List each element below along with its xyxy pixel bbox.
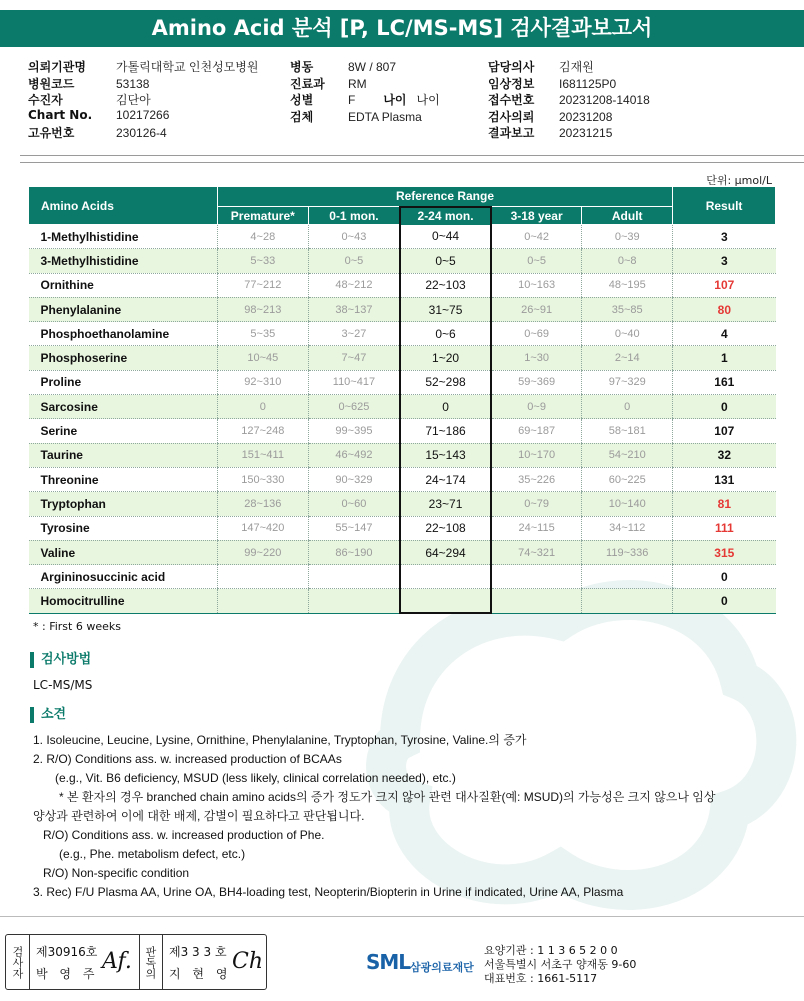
reference-range-cell: 35~226 — [491, 467, 582, 491]
reference-range-cell: 0~9 — [491, 395, 582, 419]
reference-range-cell: 69~187 — [491, 419, 582, 443]
info-label: 진료과 — [290, 76, 325, 91]
opinion-line: * 본 환자의 경우 branched chain amino acids의 증가 정도가 크지 않아 관련 대사질환(예: MSUD)의 가능성은 크지 않으나 임상 — [59, 790, 716, 804]
table-row — [29, 419, 776, 443]
info-row — [28, 75, 258, 92]
table-row — [29, 467, 776, 491]
reference-range-cell — [308, 589, 400, 613]
result-value: 161 — [673, 370, 776, 394]
reference-range-cell: 59~369 — [491, 370, 582, 394]
lab-phone: 대표번호 : 1661-5117 — [484, 972, 598, 985]
reference-range-cell: 99~220 — [217, 540, 308, 564]
reference-range-cell: 48~212 — [308, 273, 400, 297]
info-value: 나이 — [416, 93, 440, 108]
opinion-line: 양상과 관련하여 이에 대한 배제, 감별이 필요하다고 판단됩니다. — [33, 809, 365, 823]
table-row — [29, 516, 776, 540]
info-value: 김단아 — [116, 93, 151, 108]
reference-range-cell — [491, 565, 582, 589]
amino-acid-name: Ornithine — [29, 273, 218, 297]
reference-range-cell: 0~43 — [308, 225, 400, 249]
info-label: 검사의뢰 — [488, 109, 535, 124]
result-value: 32 — [673, 443, 776, 467]
table-row — [29, 540, 776, 564]
reference-range-cell: 22~108 — [400, 516, 491, 540]
opinion-line: R/O) Conditions ass. w. increased production of Phe. — [43, 828, 325, 842]
amino-acid-name: Tryptophan — [29, 492, 218, 516]
opinion-text — [33, 731, 773, 902]
reference-range-cell — [217, 589, 308, 613]
result-value: 107 — [673, 273, 776, 297]
divider — [20, 162, 804, 163]
info-value: 230126-4 — [116, 126, 167, 141]
table-row — [29, 249, 776, 273]
info-value: 20231215 — [559, 126, 613, 141]
amino-acid-name: Proline — [29, 370, 218, 394]
header-reference-range: Reference Range — [217, 187, 672, 207]
result-value: 107 — [673, 419, 776, 443]
result-value: 80 — [673, 297, 776, 321]
info-label: 접수번호 — [488, 93, 535, 108]
result-value: 131 — [673, 467, 776, 491]
table-row — [29, 297, 776, 321]
info-value: 김재원 — [559, 60, 594, 74]
info-row — [290, 75, 440, 92]
info-row — [28, 58, 258, 75]
lab-agency-number: 요양기관 : 1 1 3 6 5 2 0 0 — [484, 944, 618, 957]
info-row — [488, 75, 650, 92]
reference-range-cell: 35~85 — [582, 297, 673, 321]
reference-range-cell: 86~190 — [308, 540, 400, 564]
reference-range-cell: 0~8 — [582, 249, 673, 273]
amino-acid-name: Threonine — [29, 467, 218, 491]
reference-range-cell: 52~298 — [400, 370, 491, 394]
reference-range-cell: 5~33 — [217, 249, 308, 273]
reference-range-cell: 0~5 — [491, 249, 582, 273]
result-value: 315 — [673, 540, 776, 564]
reference-range-cell: 0~60 — [308, 492, 400, 516]
table-footnote: * : First 6 weeks — [33, 620, 121, 633]
reference-range-cell: 1~30 — [491, 346, 582, 370]
info-label: 검체 — [290, 109, 314, 124]
info-label: Chart No. — [28, 107, 93, 122]
amino-acid-name: Homocitrulline — [29, 589, 218, 613]
reference-range-cell — [400, 565, 491, 589]
result-value: 0 — [673, 395, 776, 419]
reference-range-cell: 55~147 — [308, 516, 400, 540]
reference-range-cell: 0~44 — [400, 225, 491, 249]
reference-range-cell: 46~492 — [308, 443, 400, 467]
header-amino-acids: Amino Acids — [29, 187, 218, 225]
reference-range-cell: 0~39 — [582, 225, 673, 249]
reference-range-cell: 4~28 — [217, 225, 308, 249]
opinion-heading: 소견 — [30, 707, 66, 723]
opinion-line: 2. R/O) Conditions ass. w. increased production of BCAAs — [33, 752, 342, 766]
header-result: Result — [673, 187, 776, 225]
reference-range-cell — [308, 565, 400, 589]
reference-range-cell: 0~625 — [308, 395, 400, 419]
reference-range-cell: 34~112 — [582, 516, 673, 540]
reference-range-cell: 24~115 — [491, 516, 582, 540]
reference-range-cell — [217, 565, 308, 589]
reference-range-cell: 58~181 — [582, 419, 673, 443]
info-row — [488, 124, 650, 141]
reference-range-cell: 0 — [217, 395, 308, 419]
reference-range-cell: 110~417 — [308, 370, 400, 394]
result-value: 1 — [673, 346, 776, 370]
divider — [20, 155, 804, 156]
method-heading: 검사방법 — [30, 652, 91, 668]
info-row — [28, 108, 258, 125]
info-value: F — [348, 93, 356, 108]
reference-range-cell: 5~35 — [217, 322, 308, 346]
reference-range-cell: 0~5 — [400, 249, 491, 273]
table-row — [29, 492, 776, 516]
reference-range-cell: 97~329 — [582, 370, 673, 394]
info-label: 임상정보 — [488, 76, 535, 91]
reference-range-cell: 147~420 — [217, 516, 308, 540]
tester-name: 박 영 주 — [36, 967, 99, 981]
reviewer-license-no: 제3 3 3 호 — [169, 945, 227, 959]
amino-acid-table — [28, 186, 776, 614]
reference-range-cell: 74~321 — [491, 540, 582, 564]
amino-acid-name: 3-Methylhistidine — [29, 249, 218, 273]
patient-info-column-2 — [290, 58, 440, 124]
reference-range-cell: 0~40 — [582, 322, 673, 346]
reference-range-cell: 23~71 — [400, 492, 491, 516]
reviewer-label: 판독의 — [139, 935, 163, 989]
lab-name: 삼광의료재단 — [410, 961, 474, 974]
reference-range-cell: 10~163 — [491, 273, 582, 297]
reference-range-cell: 0~5 — [308, 249, 400, 273]
reference-range-cell: 0~69 — [491, 322, 582, 346]
info-row — [488, 58, 650, 75]
info-label: 결과보고 — [488, 126, 535, 141]
reference-range-cell: 60~225 — [582, 467, 673, 491]
reference-range-cell: 90~329 — [308, 467, 400, 491]
method-text: LC-MS/MS — [33, 678, 93, 692]
lab-contact-info — [484, 944, 636, 986]
info-row — [28, 124, 258, 141]
lab-address: 서울특별시 서초구 양재동 9-60 — [484, 958, 637, 971]
result-value: 0 — [673, 589, 776, 613]
reference-range-cell: 0~6 — [400, 322, 491, 346]
amino-acid-name: Taurine — [29, 443, 218, 467]
header-group-premature: Premature* — [217, 207, 308, 225]
result-value: 0 — [673, 565, 776, 589]
reference-range-cell: 0 — [582, 395, 673, 419]
reference-range-cell — [491, 589, 582, 613]
info-value: 10217266 — [116, 107, 170, 122]
info-label: 나이 — [383, 93, 407, 108]
table-row — [29, 370, 776, 394]
info-label: 성별 — [290, 93, 314, 108]
header-group-3-18-year: 3-18 year — [491, 207, 582, 225]
opinion-line: R/O) Non-specific condition — [43, 866, 190, 880]
reference-range-cell: 98~213 — [217, 297, 308, 321]
info-row — [28, 91, 258, 108]
info-value: I681125P0 — [559, 76, 617, 91]
reviewer-signature: Ch — [232, 949, 264, 974]
reference-range-cell: 150~330 — [217, 467, 308, 491]
opinion-line: 3. Rec) F/U Plasma AA, Urine OA, BH4-loading test, Neopterin/Biopterin in Urine if indicated, Urine AA, Plasma — [33, 885, 624, 899]
reference-range-cell: 0 — [400, 395, 491, 419]
reference-range-cell: 28~136 — [217, 492, 308, 516]
lab-logo — [366, 944, 476, 984]
amino-acid-name: Phosphoserine — [29, 346, 218, 370]
reference-range-cell: 26~91 — [491, 297, 582, 321]
reference-range-cell: 3~27 — [308, 322, 400, 346]
reference-range-cell: 0~42 — [491, 225, 582, 249]
report-title: Amino Acid 분석 [P, LC/MS-MS] 검사결과보고서 — [0, 10, 804, 47]
info-row — [290, 58, 440, 75]
reference-range-cell: 38~137 — [308, 297, 400, 321]
amino-acid-name: Serine — [29, 419, 218, 443]
info-label: 의뢰기관명 — [28, 60, 86, 74]
reference-range-cell: 15~143 — [400, 443, 491, 467]
table-row — [29, 225, 776, 249]
opinion-line: (e.g., Vit. B6 deficiency, MSUD (less likely, clinical correlation needed), etc.) — [55, 771, 456, 785]
reference-range-cell: 99~395 — [308, 419, 400, 443]
table-row — [29, 565, 776, 589]
amino-acid-name: Sarcosine — [29, 395, 218, 419]
reference-range-cell: 0~79 — [491, 492, 582, 516]
tester-label: 검사자 — [6, 935, 30, 989]
info-value: 가톨릭대학교 인천성모병원 — [116, 60, 259, 74]
result-value: 3 — [673, 249, 776, 273]
reference-range-cell: 10~170 — [491, 443, 582, 467]
info-row — [290, 108, 440, 125]
reference-range-cell: 64~294 — [400, 540, 491, 564]
reference-range-cell: 2~14 — [582, 346, 673, 370]
opinion-line: 1. Isoleucine, Leucine, Lysine, Ornithine, Phenylalanine, Tryptophan, Tyrosine, Valine.의 증가 — [33, 733, 527, 747]
result-value: 3 — [673, 225, 776, 249]
tester-signature: Af. — [102, 949, 132, 974]
table-row — [29, 589, 776, 613]
header-group-0-1-mon: 0-1 mon. — [308, 207, 400, 225]
reference-range-cell: 48~195 — [582, 273, 673, 297]
info-label: 병원코드 — [28, 76, 75, 91]
opinion-line: (e.g., Phe. metabolism defect, etc.) — [59, 847, 246, 861]
info-label: 병동 — [290, 60, 314, 74]
header-group-2-24-mon: 2-24 mon. — [400, 207, 491, 225]
reference-range-cell — [582, 565, 673, 589]
reference-range-cell: 54~210 — [582, 443, 673, 467]
result-value: 111 — [673, 516, 776, 540]
reviewer-name: 지 현 영 — [169, 967, 232, 981]
info-value: RM — [348, 76, 367, 91]
table-row — [29, 443, 776, 467]
table-row — [29, 395, 776, 419]
table-row — [29, 273, 776, 297]
amino-acid-name: Tyrosine — [29, 516, 218, 540]
patient-info-column-1 — [28, 58, 258, 141]
amino-acid-name: Phenylalanine — [29, 297, 218, 321]
table-row — [29, 346, 776, 370]
reference-range-cell: 119~336 — [582, 540, 673, 564]
patient-info-column-3 — [488, 58, 650, 141]
amino-acid-name: Phosphoethanolamine — [29, 322, 218, 346]
reference-range-cell: 31~75 — [400, 297, 491, 321]
reference-range-cell: 10~45 — [217, 346, 308, 370]
reference-range-cell: 22~103 — [400, 273, 491, 297]
reference-range-cell: 7~47 — [308, 346, 400, 370]
reference-range-cell: 10~140 — [582, 492, 673, 516]
reference-range-cell: 151~411 — [217, 443, 308, 467]
sml-logo-text: SML — [366, 950, 411, 974]
info-value: 20231208 — [559, 109, 613, 124]
info-label: 고유번호 — [28, 126, 75, 141]
result-value: 81 — [673, 492, 776, 516]
result-value: 4 — [673, 322, 776, 346]
amino-acid-name: Argininosuccinic acid — [29, 565, 218, 589]
info-label: 수진자 — [28, 93, 63, 108]
reference-range-cell: 127~248 — [217, 419, 308, 443]
info-value: 53138 — [116, 76, 150, 91]
table-row — [29, 322, 776, 346]
signature-box — [5, 934, 267, 990]
amino-acid-name: 1-Methylhistidine — [29, 225, 218, 249]
info-row — [488, 91, 650, 108]
header-group-adult: Adult — [582, 207, 673, 225]
reference-range-cell: 77~212 — [217, 273, 308, 297]
tester-license-no: 제30916호 — [36, 945, 98, 959]
info-value: 20231208-14018 — [559, 93, 650, 108]
reference-range-cell: 24~174 — [400, 467, 491, 491]
reference-range-cell: 1~20 — [400, 346, 491, 370]
reference-range-cell — [400, 589, 491, 613]
reference-range-cell — [582, 589, 673, 613]
info-row — [488, 108, 650, 125]
info-row — [290, 91, 440, 108]
reference-range-cell: 71~186 — [400, 419, 491, 443]
reference-range-cell: 92~310 — [217, 370, 308, 394]
footer-divider — [0, 916, 804, 917]
amino-acid-name: Valine — [29, 540, 218, 564]
info-value: 8W / 807 — [348, 60, 397, 74]
unit-label: 단위: μmol/L — [706, 174, 772, 187]
info-label: 담당의사 — [488, 60, 535, 74]
info-value: EDTA Plasma — [348, 109, 422, 124]
